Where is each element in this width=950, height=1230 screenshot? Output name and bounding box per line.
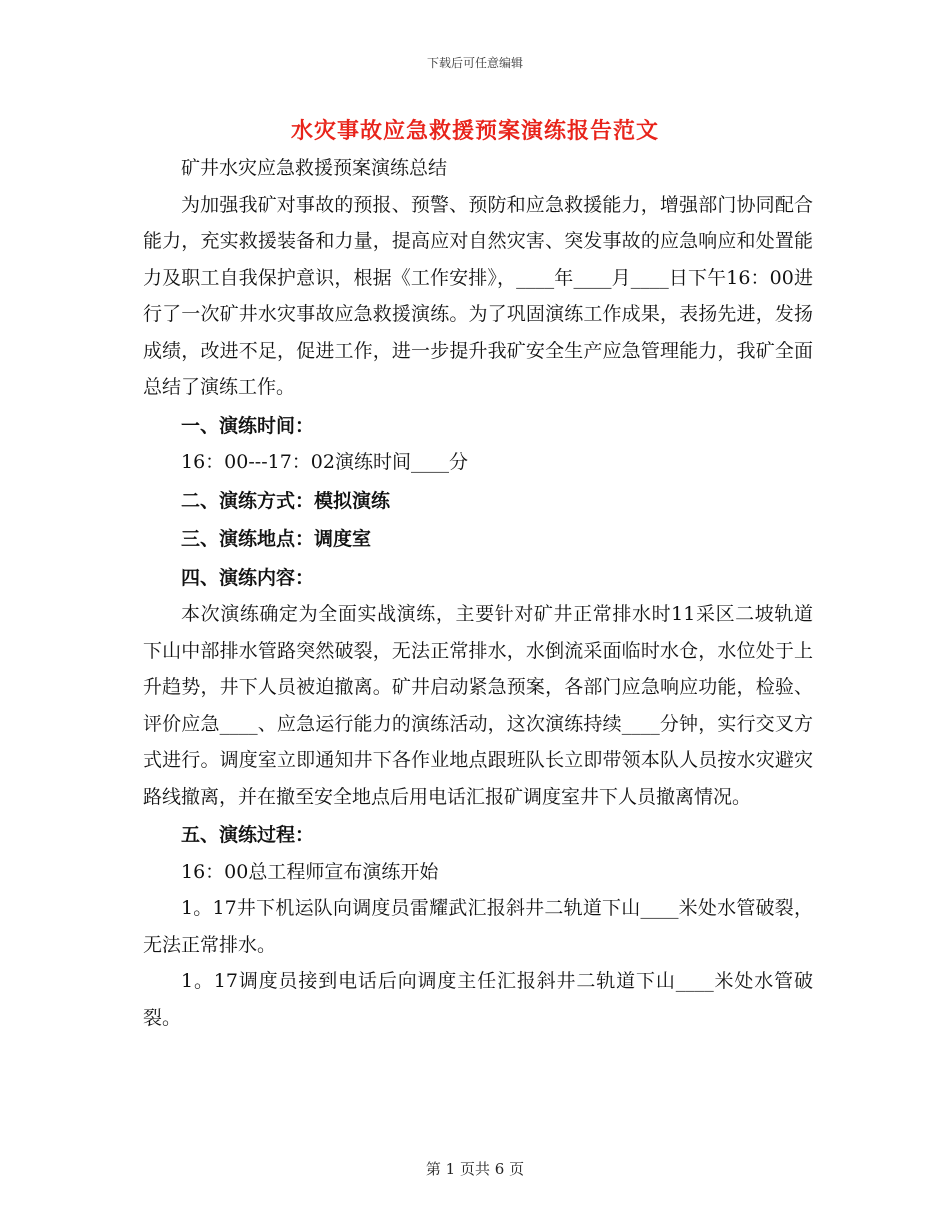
paragraph-subtitle: 矿井水灾应急救援预案演练总结: [181, 157, 448, 179]
section-heading-method: 二、演练方式：模拟演练: [181, 489, 391, 512]
header-note: 下载后可任意编辑: [426, 56, 523, 70]
section-heading-time: 一、演练时间：: [181, 414, 315, 437]
document-title: 水灾事故应急救援预案演练报告范文: [290, 118, 659, 144]
paragraph-intro: 为加强我矿对事故的预报、预警、预防和应急救援能力，增强部门协同配合能力，充实救援装备和力量，提高应对自然灾害、突发事故的应急响应和处置能力及职工自我保护意识，根据《工作安排》，____年____月____日下午16：00进行了一次矿井水灾事故应急救援演练。为了巩固演练工作成果，表扬先进，发扬成绩，改进不足，促进工作，进一步提升我矿安全生产应急管理能力，我矿全面总结了演练工作。: [143, 193, 813, 398]
section-heading-content: 四、演练内容：: [181, 566, 315, 589]
paragraph-process-step-1: 1。17井下机运队向调度员雷耀武汇报斜井二轨道下山____米处水管破裂，无法正常排水。: [143, 897, 813, 956]
page-footer: 第 1 页共 6 页: [425, 1160, 525, 1178]
paragraph-time: 16：00---17：02演练时间____分: [181, 451, 468, 473]
paragraph-content: 本次演练确定为全面实战演练，主要针对矿井正常排水时11采区二坡轨道下山中部排水管路突然破裂，无法正常排水，水倒流采面临时水仓，水位处于上升趋势，井下人员被迫撤离。矿井启动紧急预案，各部门应急响应功能，检验、评价应急____、应急运行能力的演练活动，这次演练持续____分钟，实行交叉方式进行。调度室立即通知井下各作业地点跟班队长立即带领本队人员按水灾避灾路线撤离，并在撤至安全地点后用电话汇报矿调度室井下人员撤离情况。: [143, 603, 813, 808]
paragraph-process-step-2: 1。17调度员接到电话后向调度主任汇报斜井二轨道下山____米处水管破裂。: [143, 970, 813, 1029]
section-heading-process: 五、演练过程：: [181, 824, 315, 846]
document-body: [143, 150, 813, 1036]
section-heading-location: 三、演练地点：调度室: [181, 528, 372, 550]
paragraph-process-start: 16：00总工程师宣布演练开始: [181, 860, 439, 883]
